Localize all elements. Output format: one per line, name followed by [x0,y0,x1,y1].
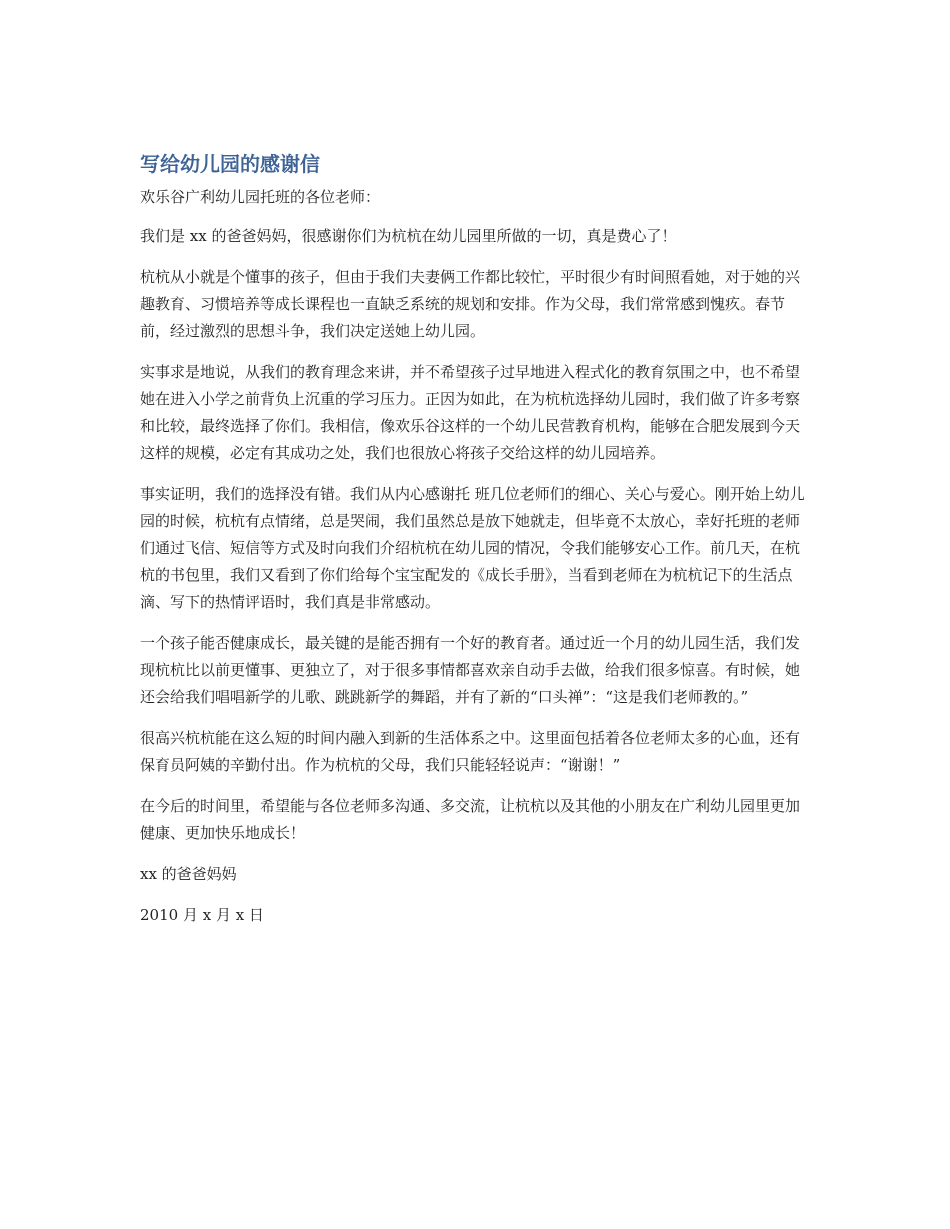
paragraph-5: 一个孩子能否健康成长，最关键的是能否拥有一个好的教育者。通过近一个月的幼儿园生活，我们发现杭杭比以前更懂事、更独立了，对于很多事情都喜欢亲自动手去做，给我们很多惊喜。有时候，她还会给我们唱唱新学的儿歌、跳跳新学的舞蹈，并有了新的“口头禅”：“这是我们老师教的。” [140,634,801,706]
salutation: 欢乐谷广利幼儿园托班的各位老师： [140,188,381,206]
paragraph-3: 实事求是地说，从我们的教育理念来讲，并不希望孩子过早地进入程式化的教育氛围之中，也不希望她在进入小学之前背负上沉重的学习压力。正因为如此，在为杭杭选择幼儿园时，我们做了许多考察和比较，最终选择了你们。我相信，像欢乐谷这样的一个幼儿民营教育机构，能够在合肥发展到今天这样的规模，必定有其成功之处，我们也很放心将孩子交给这样的幼儿园培养。 [140,363,801,462]
paragraph-1: 我们是 xx 的爸爸妈妈，很感谢你们为杭杭在幼儿园里所做的一切，真是费心了！ [140,227,677,245]
signature: xx 的爸爸妈妈 [140,865,237,883]
letter-date: 2010 月 x 月 x 日 [140,906,264,924]
letter-page [140,150,812,943]
paragraph-4: 事实证明，我们的选择没有错。我们从内心感谢托 班几位老师们的细心、关心与爱心。刚开始上幼儿园的时候，杭杭有点情绪，总是哭闹，我们虽然总是放下她就走，但毕竟不太放心，幸好托班的老师们通过飞信、短信等方式及时向我们介绍杭杭在幼儿园的情况，令我们能够安心工作。前几天，在杭杭的书包里，我们又看到了你们给每个宝宝配发的《成长手册》，当看到老师在为杭杭记下的生活点滴、写下的热情评语时，我们真是非常感动。 [140,485,805,611]
document-title: 写给幼儿园的感谢信 [140,152,320,176]
paragraph-7: 在今后的时间里，希望能与各位老师多沟通、多交流，让杭杭以及其他的小朋友在广利幼儿园里更加健康、更加快乐地成长！ [140,797,801,842]
paragraph-6: 很高兴杭杭能在这么短的时间内融入到新的生活体系之中。这里面包括着各位老师太多的心血，还有保育员阿姨的辛勤付出。作为杭杭的父母，我们只能轻轻说声：“谢谢！” [140,729,801,774]
paragraph-2: 杭杭从小就是个懂事的孩子，但由于我们夫妻俩工作都比较忙，平时很少有时间照看她，对于她的兴趣教育、习惯培养等成长课程也一直缺乏系统的规划和安排。作为父母，我们常常感到愧疚。春节前，经过激烈的思想斗争，我们决定送她上幼儿园。 [140,268,801,340]
